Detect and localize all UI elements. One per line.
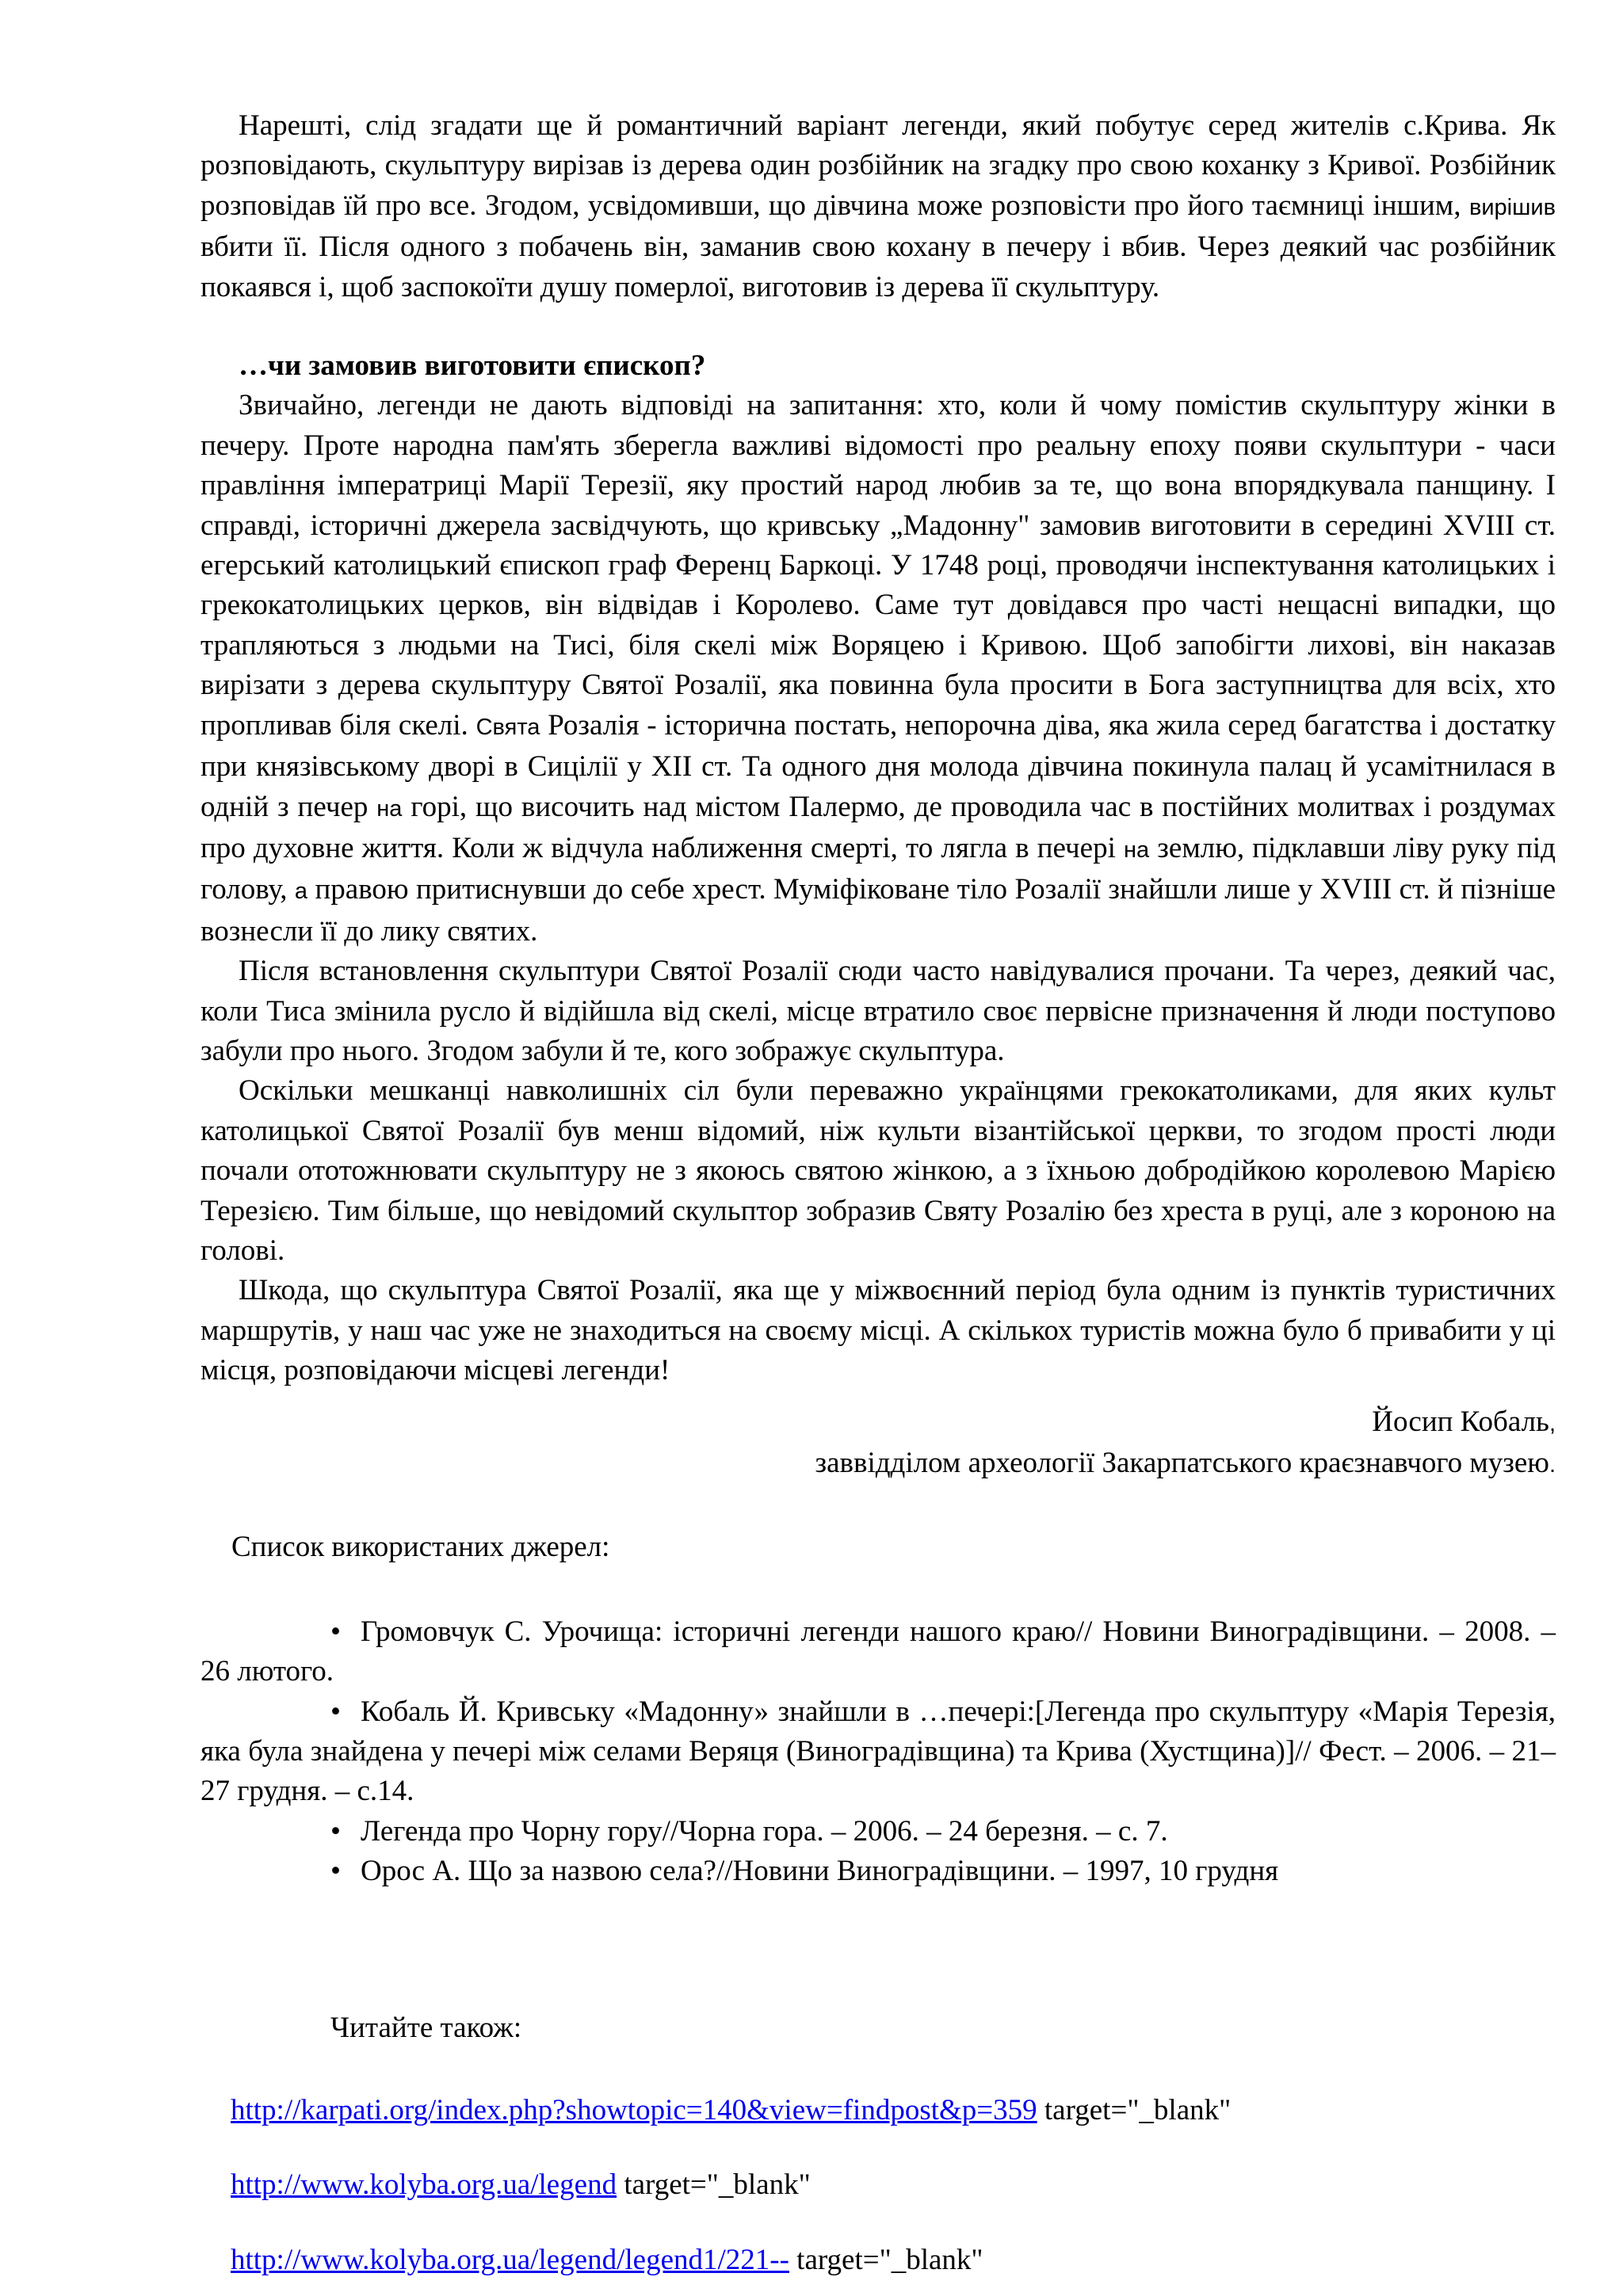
link-line: http://karpati.org/index.php?showtopic=140&view=findpost&p=359 target="_blank" <box>231 2094 1232 2127</box>
reference-item: • Громовчук С. Урочища: історичні легенди нашого краю// Новини Виноградівщини. – 2008. – 26 лютого. <box>200 1612 1556 1692</box>
link-kolyba-legend1[interactable]: http://www.kolyba.org.ua/legend/legend1/221-- <box>231 2243 789 2276</box>
author-name: Йосип Кобаль, <box>1372 1405 1556 1438</box>
bullet-icon: • <box>330 1855 341 1888</box>
reference-item: • Кобаль Й. Кривську «Мадонну» знайшли в …печері:[Легенда про скульптуру «Марія Терезія, яка була знайдена у печері між селами Веряця (Виноградівщина) та Крива (Хустщина)]// Фест. – 2006. – 21–27 грудня. – с.14. <box>200 1692 1556 1812</box>
bullet-icon: • <box>330 1695 341 1728</box>
link-kolyba-legend[interactable]: http://www.kolyba.org.ua/legend <box>231 2168 617 2202</box>
link-karpati[interactable]: http://karpati.org/index.php?showtopic=140&view=findpost&p=359 <box>231 2094 1037 2127</box>
references-list <box>200 1612 1556 1892</box>
author-signature <box>200 1402 1556 1486</box>
link-line: http://www.kolyba.org.ua/legend target="_blank" <box>231 2168 811 2202</box>
references-title: Список використаних джерел: <box>231 1531 610 1564</box>
bullet-icon: • <box>330 1615 341 1648</box>
paragraph-bishop: Звичайно, легенди не дають відповіді на запитання: хто, коли й чому помістив скульптуру жінки в печеру. Проте народна пам'ять зберегла важливі відомості про реальну епоху появи скульптури - часи правління імператриці Марії Терезії, яку простий народ любив за те, що вона впорядкувала панщину. І справді, історичні джерела засвідчують, що кривську „Мадонну" замовив виготовити в середині XVIII ст. егерський католицький єпископ граф Ференц Баркоці. У 1748 році, проводячи інспектування католицьких і грекокатолицьких церков, він відвідав і Королево. Саме тут довідався про часті нещасні випадки, що трапляються з людьми на Тисі, біля скелі між Воряцею і Кривою. Щоб запобігти лихові, він наказав вирізати з дерева скульптуру Святої Розалії, яка повинна була просити в Бога заступництва для всіх, хто пропливав біля скелі. Свята Розалія - історична постать, непорочна діва, яка жила серед багатства і достатку при князівському дворі в Сицілії у XII ст. Та одного дня молода дівчина покинула палац й усамітнилася в одній з печер на горі, що височить над містом Палермо, де проводила час в постійних молитвах і роздумах про духовне життя. Коли ж відчула наближення смерті, то лягла в печері на землю, підклавши ліву руку під голову, а правою притиснувши до себе хрест. Муміфіковане тіло Розалії знайшли лише у XVIII ст. й пізніше вознесли її до лику святих. <box>200 389 1556 948</box>
paragraph-maria-theresa: Оскільки мешканці навколишніх сіл були переважно українцями грекокатоликами, для яких культ католицької Святої Розалії був менш відомий, ніж культи візантійської церкви, то згодом прості люди почали ототожнювати скульптуру не з якоюсь святою жінкою, а з їхньою добродійкою королевою Марією Терезією. Тим більше, що невідомий скульптор зобразив Святу Розалію без хреста в руці, але з короною на голові. <box>200 1074 1556 1267</box>
section-heading: …чи замовив виготовити єпископ? <box>239 349 706 383</box>
author-position: заввідділом археології Закарпатського краєзнавчого музею. <box>815 1447 1556 1479</box>
paragraph-conclusion: Шкода, що скульптура Святої Розалії, яка ще у міжвоєнний період була одним із пунктів туристичних маршрутів, у наш час уже не знаходиться на своєму місці. А скількох туристів можна було б привабити у ці місця, розповідаючи місцеві легенди! <box>200 1274 1556 1387</box>
link-line: http://www.kolyba.org.ua/legend/legend1/221-- target="_blank" <box>231 2243 983 2276</box>
see-also-title: Читайте також: <box>330 2011 522 2044</box>
bullet-icon: • <box>330 1814 341 1848</box>
document-body <box>200 106 1556 2280</box>
see-also-links <box>200 2091 1556 2280</box>
paragraph-pilgrims: Після встановлення скульптури Святої Розалії сюди часто навідувалися прочани. Та через, деякий час, коли Тиса змінила русло й відійшла від скелі, місце втратило своє первісне призначення й люди поступово забули про нього. Згодом забули й те, кого зображує скульптура. <box>200 955 1556 1067</box>
paragraph-romantic-legend: Нарешті, слід згадати ще й романтичний варіант легенди, який побутує серед жителів с.Крива. Як розповідають, скульптуру вирізав із дерева один розбійник на згадку про свою коханку з Кривої. Розбійник розповідав їй про все. Згодом, усвідомивши, що дівчина може розповісти про його таємниці іншим, вирішив вбити її. Після одного з побачень він, заманив свою кохану в печеру і вбив. Через деякий час розбійник покаявся і, щоб заспокоїти душу померлої, виготовив із дерева її скульптуру. <box>200 109 1556 303</box>
reference-item: • Орос А. Що за назвою села?//Новини Виноградівщини. – 1997, 10 грудня <box>200 1852 1556 1891</box>
reference-item: • Легенда про Чорну гору//Чорна гора. – 2006. – 24 березня. – с. 7. <box>200 1812 1556 1852</box>
